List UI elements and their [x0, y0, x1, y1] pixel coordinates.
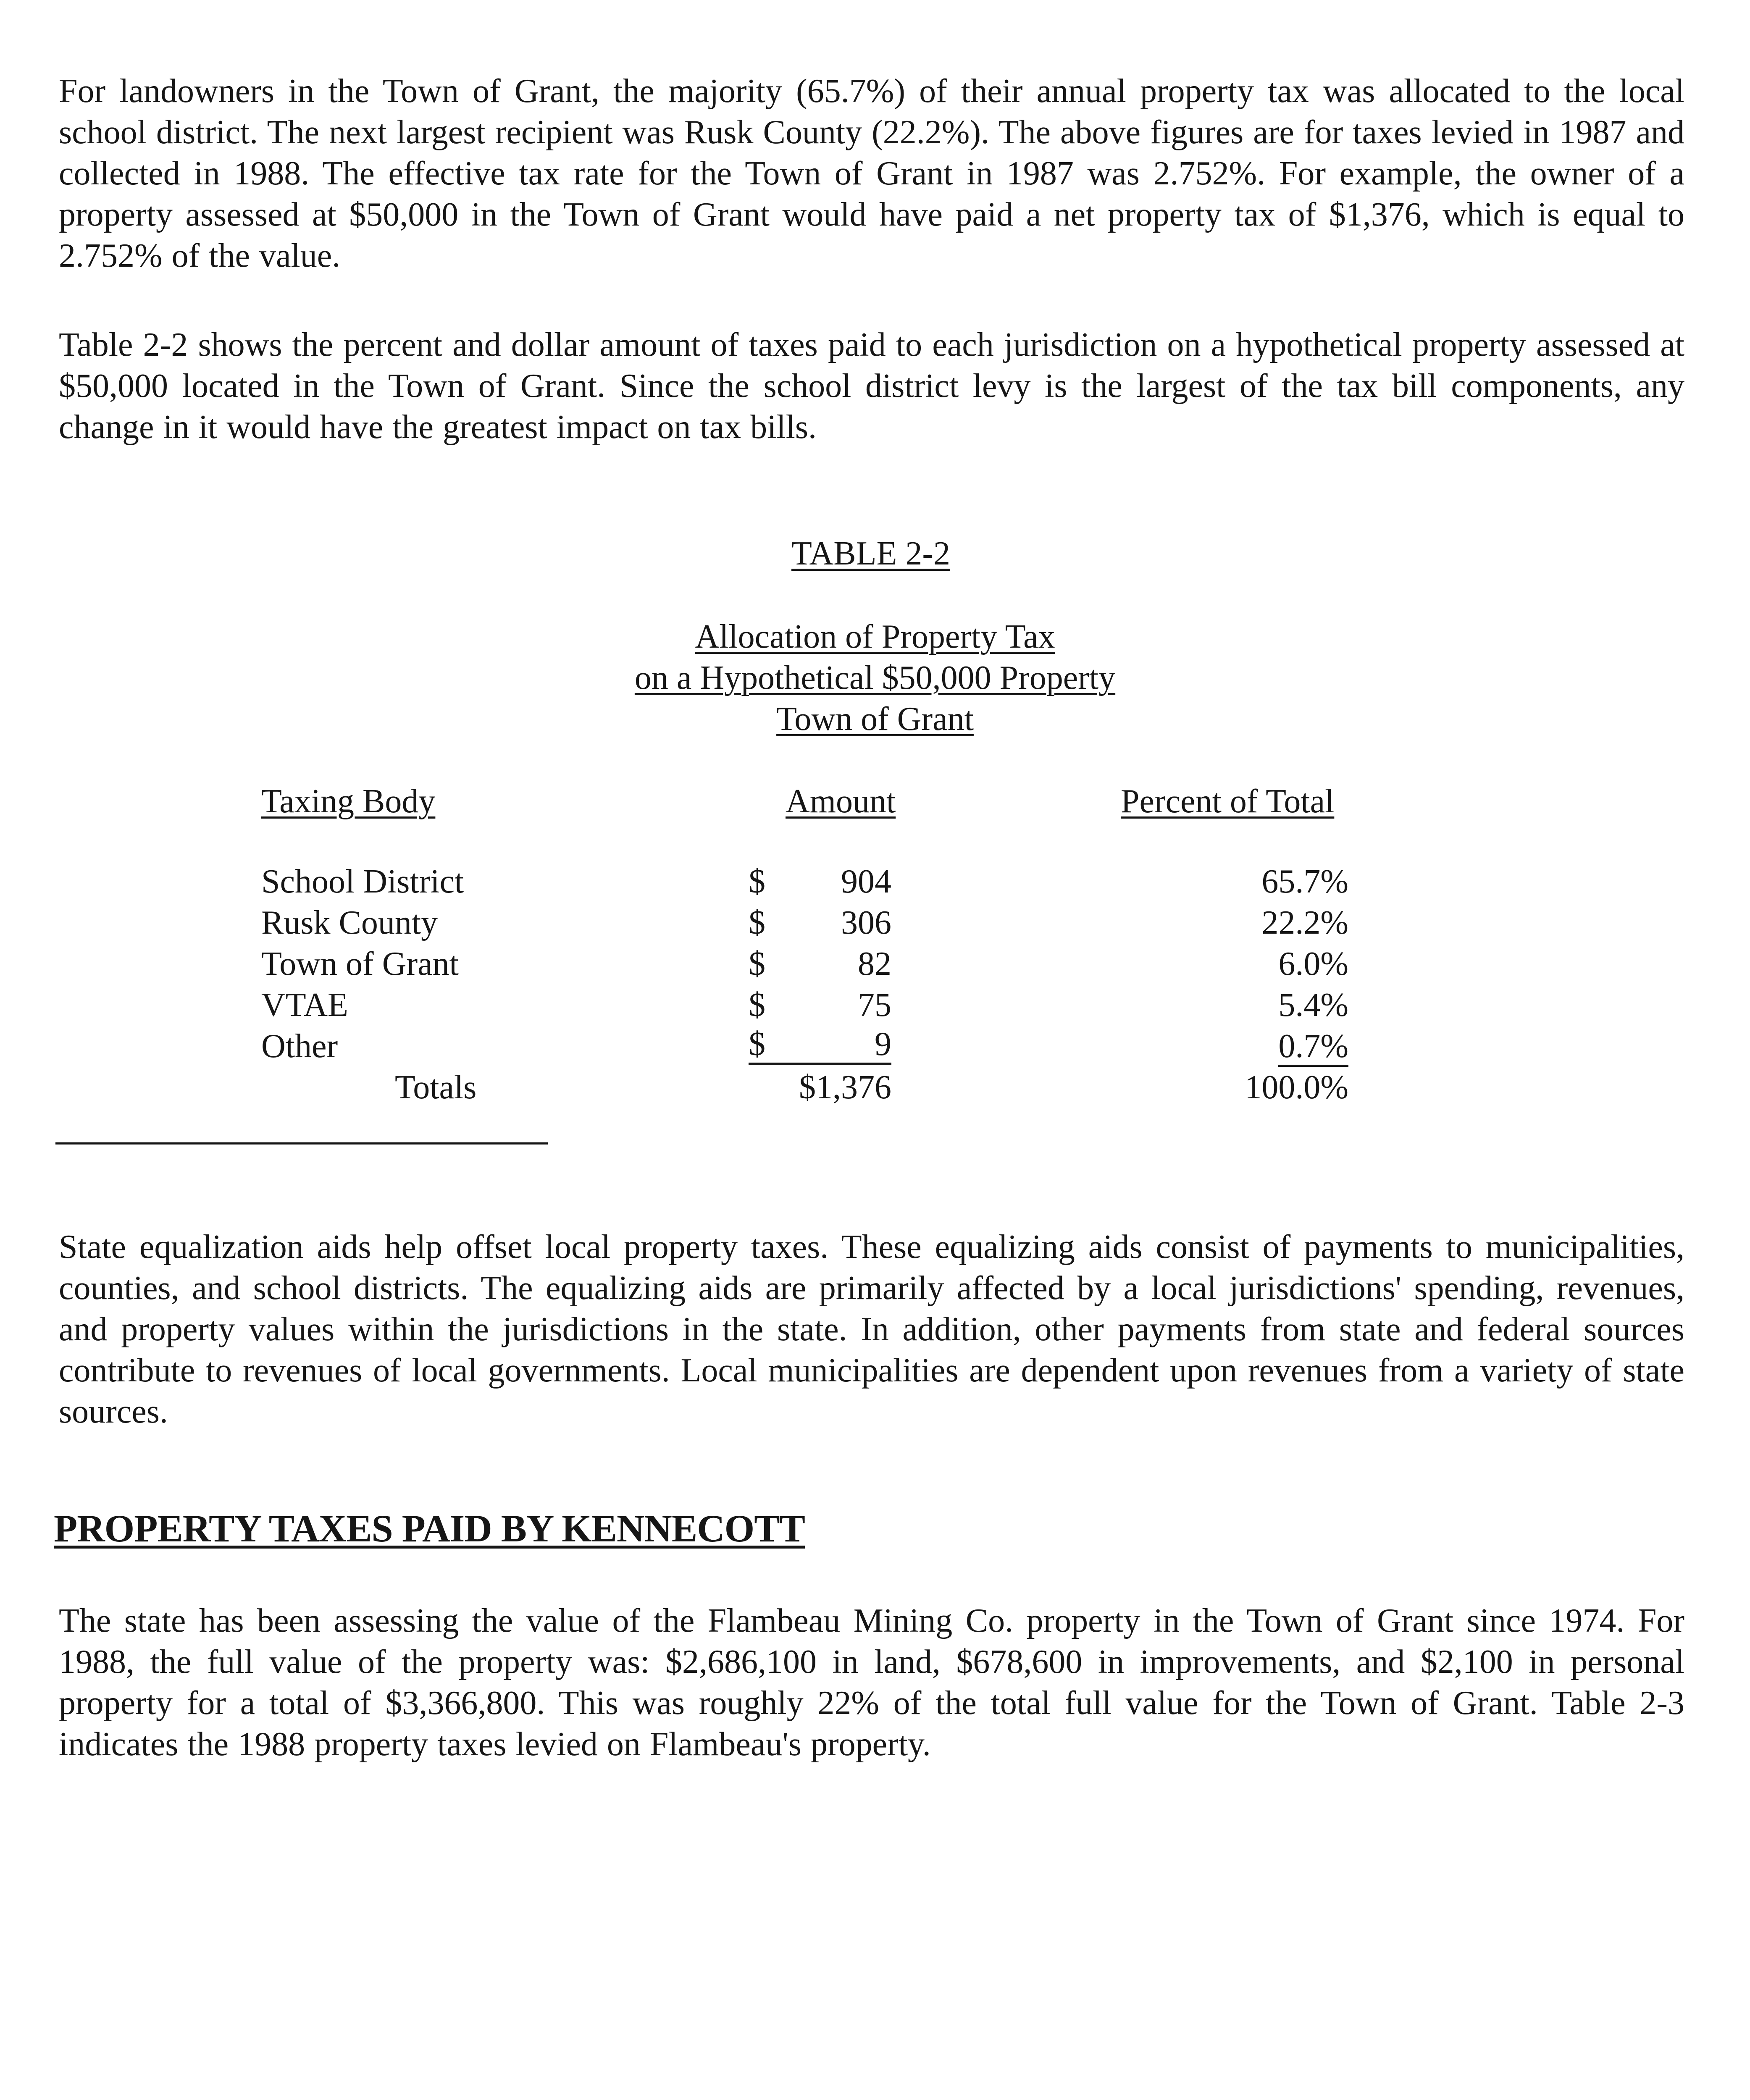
row-percent: 6.0%	[1278, 945, 1348, 982]
footnote-divider	[55, 1142, 548, 1144]
currency-sign: $	[749, 863, 765, 900]
column-header-percent: Percent of Total	[1121, 783, 1335, 820]
currency-sign: $	[749, 945, 765, 982]
totals-amount: $1,376	[799, 1069, 891, 1106]
table-title-line-2: on a Hypothetical $50,000 Property	[634, 659, 1116, 696]
table-totals-row	[0, 1067, 1750, 1108]
table-row	[0, 943, 1750, 984]
amount-value: 9	[875, 1026, 891, 1063]
table-number: TABLE 2-2	[791, 535, 950, 572]
row-taxing-body: Town of Grant	[261, 945, 459, 982]
table-row	[0, 861, 1750, 902]
row-percent	[1210, 1026, 1348, 1067]
currency-sign: $	[749, 1026, 765, 1063]
amount-value: 82	[858, 945, 891, 982]
amount-value: 306	[841, 904, 891, 941]
totals-label: Totals	[395, 1069, 477, 1106]
table-title-line-1: Allocation of Property Tax	[695, 618, 1055, 655]
row-amount	[749, 984, 891, 1026]
row-percent: 5.4%	[1278, 987, 1348, 1024]
row-amount	[749, 1026, 891, 1065]
currency-sign: $	[749, 987, 765, 1024]
table-body	[0, 861, 1750, 1108]
table-row	[0, 902, 1750, 943]
equalization-aids-paragraph: State equalization aids help offset local property taxes. These equalizing aids consist of payments to municipalities, counties, and school districts. The equalizing aids are primarily affected by a local jurisdictions' spending, revenues, and property values within the jurisdictions in the state. In addition, other payments from state and federal sources contribute to revenues of local governments. Local municipalities are dependent upon revenues from a variety of state sources.	[59, 1228, 1684, 1430]
intro-paragraph: For landowners in the Town of Grant, the majority (65.7%) of their annual property tax was allocated to the local school district. The next largest recipient was Rusk County (22.2%). The above figures are for taxes levied in 1987 and collected in 1988. The effective tax rate for the Town of Grant in 1987 was 2.752%. For example, the owner of a property assessed at $50,000 in the Town of Grant would have paid a net property tax of $1,376, which is equal to 2.752% of the value.	[59, 73, 1684, 274]
table-reference-paragraph: Table 2-2 shows the percent and dollar amount of taxes paid to each jurisdiction on a hypothetical property assessed at $50,000 located in the Town of Grant. Since the school district levy is the largest of the tax bill components, any change in it would have the greatest impact on tax bills.	[59, 326, 1684, 446]
column-header-amount: Amount	[786, 783, 896, 820]
table-row	[0, 1026, 1750, 1067]
table-title-line-3: Town of Grant	[776, 701, 974, 738]
row-taxing-body: School District	[261, 863, 464, 900]
totals-percent: 100.0%	[1245, 1069, 1348, 1106]
row-amount	[749, 861, 891, 902]
currency-sign: $	[749, 904, 765, 941]
percent-value: 0.7%	[1278, 1028, 1348, 1067]
row-taxing-body: VTAE	[261, 987, 348, 1024]
kennecott-paragraph: The state has been assessing the value of the Flambeau Mining Co. property in the Town of Grant since 1974. For 1988, the full value of the property was: $2,686,100 in land, $678,600 in improvements, and $2,100 in personal property for a total of $3,366,800. This was roughly 22% of the total full value for the Town of Grant. Table 2-3 indicates the 1988 property taxes levied on Flambeau's property.	[59, 1602, 1684, 1763]
amount-value: 75	[858, 987, 891, 1024]
row-taxing-body: Other	[261, 1028, 338, 1065]
amount-value: 904	[841, 863, 891, 900]
section-heading: PROPERTY TAXES PAID BY KENNECOTT	[54, 1507, 805, 1550]
row-amount	[749, 943, 891, 984]
column-header-taxing-body: Taxing Body	[261, 783, 436, 820]
row-percent: 22.2%	[1261, 904, 1348, 941]
row-percent: 65.7%	[1261, 863, 1348, 900]
table-row	[0, 984, 1750, 1026]
row-taxing-body: Rusk County	[261, 904, 438, 941]
row-amount	[749, 902, 891, 943]
